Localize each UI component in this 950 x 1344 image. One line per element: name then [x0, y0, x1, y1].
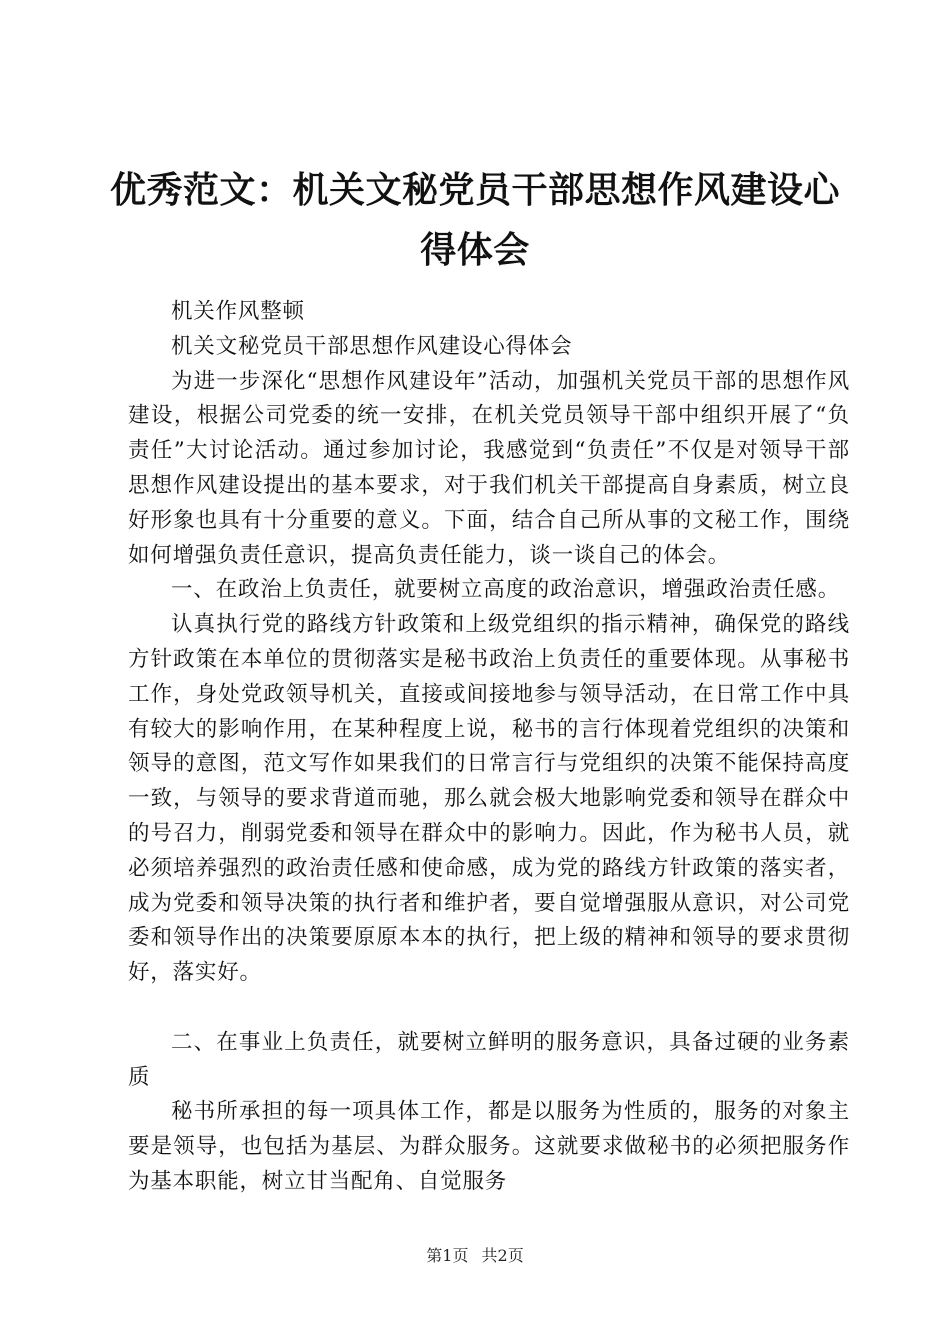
- page-number-current: 第1页: [426, 1246, 469, 1265]
- paragraph-section-1-body: 认真执行党的路线方针政策和上级党组织的指示精神，确保党的路线方针政策在本单位的贯彻落实是秘书政治上负责任的重要体现。从事秘书工作，身处党政领导机关，直接或间接地参与领导活动，在日常工作中具有较大的影响作用，在某种程度上说，秘书的言行体现着党组织的决策和领导的意图，范文写作如果我们的日常言行与党组织的决策不能保持高度一致，与领导的要求背道而驰，那么就会极大地影响党委和领导在群众中的号召力，削弱党委和领导在群众中的影响力。因此，作为秘书人员，就必须培养强烈的政治责任感和使命感，成为党的路线方针政策的落实者，成为党委和领导决策的执行者和维护者，要自觉增强服从意识，对公司党委和领导作出的决策要原原本本的执行，把上级的精神和领导的要求贯彻好，落实好。: [128, 612, 850, 986]
- page-number-total: 共2页: [481, 1246, 524, 1265]
- paragraph-category: 机关作风整顿: [171, 299, 305, 324]
- paragraph-section-2-heading: 二、在事业上负责任，就要树立鲜明的服务意识，具备过硬的业务素质: [128, 1029, 850, 1090]
- document-title-line-2: 得体会: [420, 230, 530, 271]
- paragraph-section-1-heading: 一、在政治上负责任，就要树立高度的政治意识，增强政治责任感。: [171, 577, 841, 603]
- paragraph-subtitle: 机关文秘党员干部思想作风建设心得体会: [171, 333, 573, 359]
- document-body: [128, 295, 850, 1200]
- page-footer: [0, 1243, 950, 1266]
- paragraph-section-2-body: 秘书所承担的每一项具体工作，都是以服务为性质的，服务的对象主要是领导，也包括为基层、为群众服务。这就要求做秘书的必须把服务作为基本职能，树立甘当配角、自觉服务: [128, 1099, 850, 1194]
- paragraph-intro: 为进一步深化“思想作风建设年”活动，加强机关党员干部的思想作风建设，根据公司党委的统一安排，在机关党员领导干部中组织开展了“负责任”大讨论活动。通过参加讨论，我感觉到“负责任”不仅是对领导干部思想作风建设提出的基本要求，对于我们机关干部提高自身素质，树立良好形象也具有十分重要的意义。下面，结合自己所从事的文秘工作，围绕如何增强负责任意识，提高负责任能力，谈一谈自己的体会。: [128, 368, 850, 568]
- document-title-line-1: 优秀范文：机关文秘党员干部思想作风建设心: [109, 170, 840, 211]
